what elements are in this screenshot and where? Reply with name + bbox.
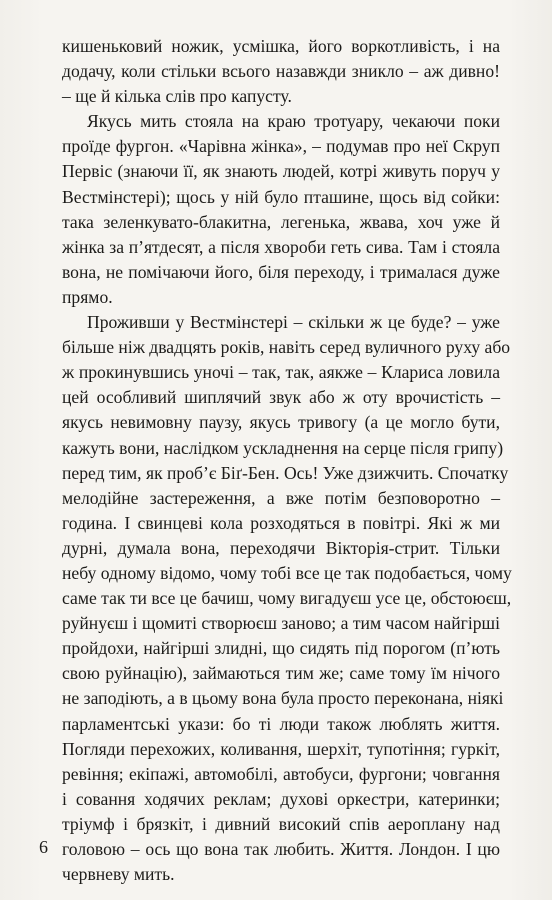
body-text [62, 34, 512, 887]
text-line: перед тим, як проб’є Біґ-Бен. Ось! Уже дзижчить. Спочатку [62, 462, 509, 483]
text-line: головою – ось що вона так любить. Життя. Лондон. І цю [62, 839, 500, 859]
paragraph [62, 109, 500, 310]
text-line: більше ніж двадцять років, навіть серед вуличного руху або [62, 337, 511, 358]
text-line: свою руйнацію), займаються тим же; саме тому їм нічого [62, 663, 500, 684]
text-line: кажуть вони, наслідком ускладнення на серце після грипу) [62, 437, 504, 458]
text-line: Вестмінстері); щось у ній було пташине, щось від сойки: [62, 186, 500, 207]
text-line: Погляди перехожих, коливання, шерхіт, тупотіння; гуркіт, [62, 738, 500, 759]
text-line: тріумф і брязкіт, і дивний високий спів аероплану над [62, 813, 500, 834]
text-line: руйнуєш і щомиті створюєш заново; а тим часом найгірші [62, 613, 500, 634]
text-line: небу одному відомо, чому тобі все це так подобається, чому [62, 562, 512, 583]
text-line: і совання ходячих реклам; духові оркестри, катеринки; [62, 788, 500, 809]
text-line: цей особливий шиплячий звук або ж оту врочистість – [62, 387, 500, 408]
text-line: пройдохи, найгірші злидні, що сидять під порогом (п’ють [62, 638, 500, 659]
text-line: вона, не помічаючи його, біля переходу, і трималася дуже [62, 261, 500, 282]
text-line: година. І свинцеві кола розходяться в повітрі. Які ж ми [62, 512, 500, 533]
text-line: жінка за п’ятдесят, а після хвороби геть сива. Там і стояла [62, 236, 500, 257]
text-line: парламентські укази: бо ті люди також люблять життя. [62, 713, 500, 734]
text-line: Первіс (знаючи її, як знають людей, котрі живуть поруч у [62, 161, 500, 182]
text-line: проїде фургон. «Чарівна жінка», – подумав про неї Скруп [62, 136, 500, 157]
text-line: червневу мить. [62, 864, 175, 885]
text-line: Проживши у Вестмінстері – скільки ж це буде? – уже [87, 312, 500, 333]
text-line: ревіння; екіпажі, автомобілі, автобуси, фургони; човгання [62, 763, 500, 784]
text-line: така зеленкувато-блакитна, легенька, жвава, хоч уже й [62, 211, 500, 232]
text-line: додачу, коли стільки всього назавжди зникло – аж дивно! [62, 61, 500, 82]
text-line: дурні, думала вона, переходячи Вікторія-стрит. Тільки [62, 537, 500, 558]
paragraph [62, 34, 500, 109]
paragraph [62, 310, 512, 887]
text-line: якусь невимовну паузу, якусь тривогу (а це могло бути, [62, 412, 500, 433]
text-line: прямо. [62, 286, 113, 307]
text-line: мелодійне застереження, а вже потім безповоротно – [62, 487, 500, 508]
text-line: Якусь мить стояла на краю тротуару, чекаючи поки [87, 111, 500, 132]
text-line: не заподіють, а в цьому вона була просто переконана, ніякі [62, 688, 504, 709]
text-line: ж прокинувшись уночі – так, так, аякже – Клариса ловила [62, 362, 500, 383]
page-number: 6 [39, 837, 48, 857]
text-line: кишеньковий ножик, усмішка, його воркотливість, і на [62, 36, 500, 56]
text-line: саме так ти все це бачиш, чому вигадуєш усе це, обстоюєш, [62, 588, 512, 609]
text-line: – ще й кілька слів про капусту. [62, 86, 292, 107]
